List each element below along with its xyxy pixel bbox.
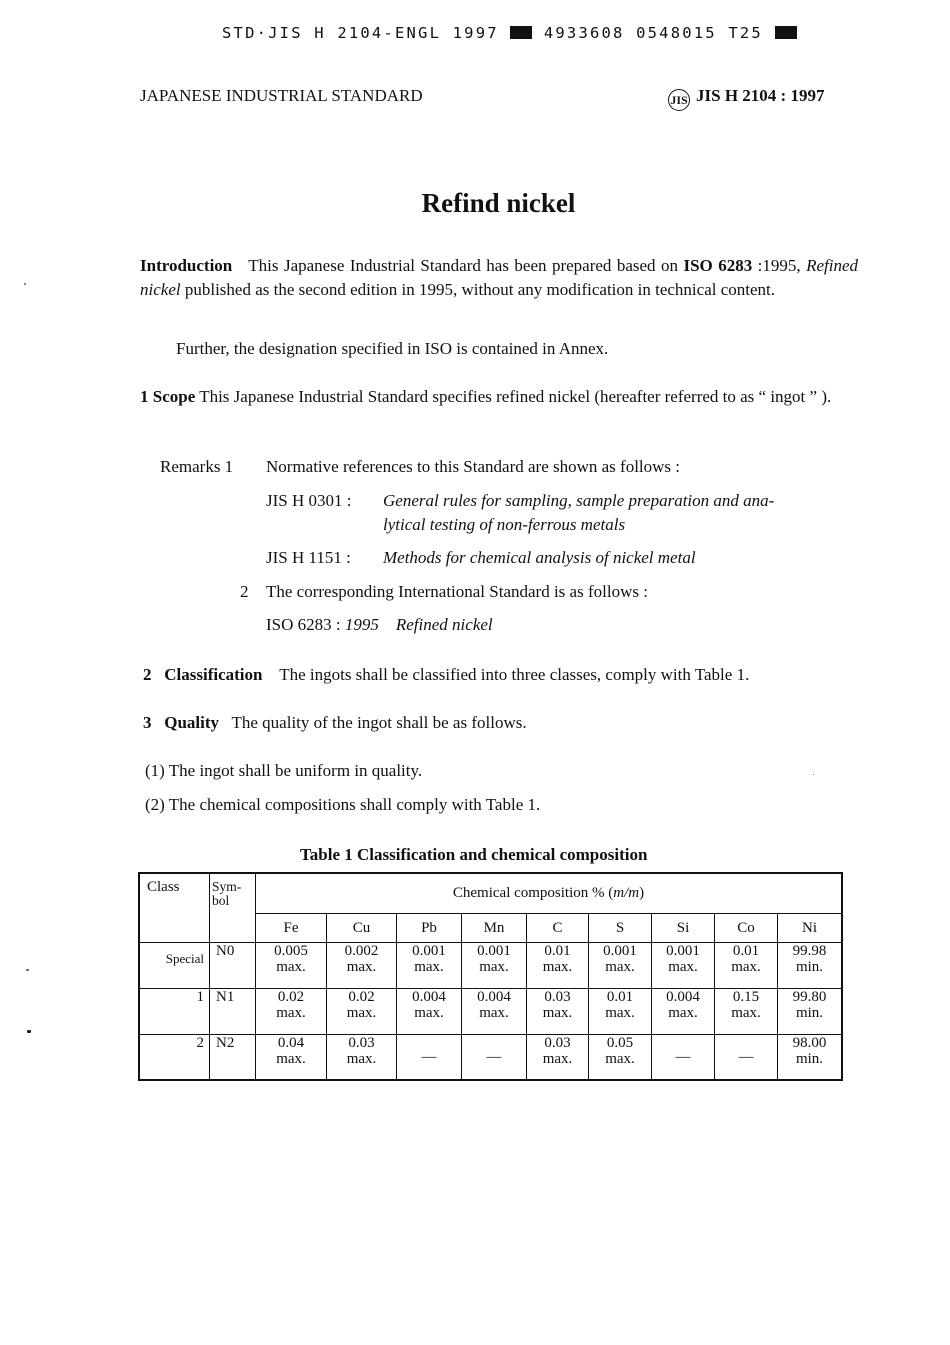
composition-limit: max. <box>346 1004 377 1021</box>
quality-item-1: (1) The ingot shall be uniform in quality. <box>145 761 423 780</box>
classification-heading: Classification <box>164 665 263 684</box>
composition-cell <box>778 1034 843 1080</box>
composition-value: 99.98 <box>792 942 827 959</box>
standard-number-text: JIS H 2104 : 1997 <box>696 86 825 105</box>
composition-value: 0.004 <box>666 988 700 1005</box>
scan-speck <box>26 969 29 971</box>
composition-cell <box>715 942 778 988</box>
quality-number: 3 <box>143 713 152 732</box>
composition-cell <box>462 942 527 988</box>
black-square-icon <box>775 26 797 39</box>
composition-limit: max. <box>605 958 635 975</box>
composition-limit: max. <box>276 1050 306 1067</box>
composition-cell <box>715 1034 778 1080</box>
composition-value: 0.002 <box>344 942 379 959</box>
scope-text: This Japanese Industrial Standard specifies refined nickel (hereafter referred to as “ ingot ” ). <box>199 387 832 406</box>
composition-value: 0.001 <box>477 942 511 959</box>
reference-1-title-cont: lytical testing of non-ferrous metals <box>383 515 626 534</box>
intro-text: This Japanese Industrial Standard has been prepared based on <box>248 256 678 275</box>
composition-limit: max. <box>668 958 698 975</box>
composition-value: 0.02 <box>277 988 305 1005</box>
composition-limit: max. <box>542 958 573 975</box>
composition-cell <box>256 988 327 1034</box>
composition-cell <box>527 942 589 988</box>
element-header: Fe <box>256 913 327 942</box>
symbol-header-line-2: bol <box>212 893 230 908</box>
dash-value: — <box>486 1048 502 1065</box>
composition-cell <box>397 988 462 1034</box>
class-cell: Special <box>139 942 210 988</box>
composition-limit: max. <box>346 958 377 975</box>
composition-cell <box>715 988 778 1034</box>
table-title: Table 1 Classification and chemical composition <box>300 845 648 864</box>
iso-reference-line <box>266 615 493 635</box>
composition-value: 0.05 <box>606 1034 634 1051</box>
composition-cell <box>589 988 652 1034</box>
dash-value: — <box>421 1048 437 1065</box>
composition-limit: min. <box>795 958 824 975</box>
composition-value: 0.001 <box>603 942 637 959</box>
element-header: Ni <box>778 913 843 942</box>
symbol-cell: N2 <box>210 1034 256 1080</box>
composition-cell <box>327 988 397 1034</box>
composition-cell <box>778 942 843 988</box>
reference-1-title: General rules for sampling, sample preparation and ana- <box>383 491 775 510</box>
chem-header-unit: m/m <box>613 885 640 902</box>
composition-cell <box>589 1034 652 1080</box>
iso-year: 1995 <box>344 615 379 634</box>
scope-paragraph <box>140 385 858 409</box>
page-title: Refind nickel <box>421 188 576 218</box>
element-header: S <box>589 913 652 942</box>
composition-value: 0.01 <box>544 942 571 959</box>
table-row <box>139 988 842 1034</box>
composition-cell <box>256 942 327 988</box>
composition-cell <box>327 942 397 988</box>
further-paragraph: Further, the designation specified in ISO is contained in Annex. <box>176 339 609 358</box>
composition-value: 0.001 <box>412 942 446 959</box>
table-row <box>139 1034 842 1080</box>
composition-limit: max. <box>731 958 761 975</box>
symbol-cell: N1 <box>210 988 256 1034</box>
composition-limit: max. <box>542 1004 573 1021</box>
chem-header-close: ) <box>639 885 645 902</box>
iso-reference: ISO 6283 <box>683 256 753 275</box>
intro-year: :1995, <box>757 256 801 275</box>
composition-cell <box>397 942 462 988</box>
composition-value: 0.03 <box>348 1034 375 1051</box>
composition-limit: max. <box>276 1004 306 1021</box>
composition-limit: max. <box>276 958 306 975</box>
remark-1-text: Normative references to this Standard are shown as follows : <box>266 457 681 476</box>
document-code: STD·JIS H 2104-ENGL 1997 <box>222 24 499 42</box>
iso-code: ISO 6283 : <box>266 615 341 634</box>
standard-type-label: JAPANESE INDUSTRIAL STANDARD <box>140 86 423 105</box>
class-cell: 1 <box>139 988 210 1034</box>
remark-2-number: 2 <box>240 582 249 601</box>
element-header: Cu <box>327 913 397 942</box>
composition-limit: max. <box>668 1004 698 1021</box>
element-header: Co <box>715 913 778 942</box>
reference-2-code: JIS H 1151 : <box>266 548 351 567</box>
quality-item-2: (2) The chemical compositions shall comply with Table 1. <box>145 795 541 814</box>
composition-limit: max. <box>479 958 509 975</box>
chem-header-text: Chemical composition % ( <box>452 885 614 902</box>
classification-text: The ingots shall be classified into three classes, comply with Table 1. <box>279 665 750 684</box>
composition-limit: max. <box>414 958 444 975</box>
composition-cell <box>327 1034 397 1080</box>
classification-line <box>143 665 749 685</box>
composition-value: 0.001 <box>666 942 700 959</box>
remarks-label: Remarks 1 <box>160 457 234 476</box>
reference-2-title: Methods for chemical analysis of nickel metal <box>383 548 696 567</box>
element-header: C <box>527 913 589 942</box>
composition-cell <box>462 988 527 1034</box>
intro-italic-title: Refined nickel <box>140 256 859 299</box>
chemical-composition-header <box>256 873 843 913</box>
composition-value: 0.005 <box>274 942 308 959</box>
composition-value: 0.03 <box>544 1034 571 1051</box>
composition-value: 99.80 <box>792 988 827 1005</box>
scope-number: 1 <box>140 387 149 406</box>
iso-title: Refined nickel <box>395 615 493 634</box>
composition-value: 98.00 <box>792 1034 827 1051</box>
composition-limit: max. <box>605 1004 635 1021</box>
scan-speck <box>813 774 814 775</box>
composition-value: 0.01 <box>606 988 634 1005</box>
quality-heading: Quality <box>164 713 220 732</box>
symbol-header <box>210 873 256 942</box>
dash-value: — <box>675 1048 691 1065</box>
symbol-header-line-1: Sym- <box>212 879 242 894</box>
class-cell: 2 <box>139 1034 210 1080</box>
document-code-line <box>222 24 797 42</box>
quality-line <box>143 713 527 733</box>
scan-speck <box>27 1030 31 1033</box>
classification-number: 2 <box>143 665 152 684</box>
composition-limit: min. <box>795 1004 824 1021</box>
composition-cell <box>527 988 589 1034</box>
composition-value: 0.01 <box>732 942 760 959</box>
composition-value: 0.15 <box>732 988 760 1005</box>
composition-value: 0.004 <box>477 988 511 1005</box>
quality-text: The quality of the ingot shall be as follows. <box>231 713 527 732</box>
scope-heading: Scope <box>152 387 196 406</box>
composition-limit: max. <box>605 1050 635 1067</box>
introduction-heading: Introduction <box>140 256 233 275</box>
composition-value: 0.04 <box>277 1034 305 1051</box>
element-header: Mn <box>462 913 527 942</box>
composition-cell <box>397 1034 462 1080</box>
remark-2-text: The corresponding International Standard is as follows : <box>266 582 648 601</box>
composition-cell <box>778 988 843 1034</box>
composition-limit: max. <box>542 1050 573 1067</box>
composition-cell <box>462 1034 527 1080</box>
table-row <box>139 942 842 988</box>
class-header: Class <box>139 873 210 942</box>
composition-limit: min. <box>795 1050 824 1067</box>
composition-value: 0.004 <box>412 988 446 1005</box>
black-square-icon <box>510 26 532 39</box>
jis-mark-icon: JIS <box>668 89 690 111</box>
introduction-paragraph <box>140 254 858 301</box>
scan-speck <box>24 283 26 285</box>
composition-cell <box>589 942 652 988</box>
composition-table <box>138 872 843 1081</box>
element-header: Pb <box>397 913 462 942</box>
standard-number <box>668 86 824 111</box>
composition-limit: max. <box>479 1004 509 1021</box>
composition-cell <box>527 1034 589 1080</box>
intro-text-rest: published as the second edition in 1995, without any modification in technical content. <box>184 279 775 299</box>
composition-cell <box>652 988 715 1034</box>
composition-cell <box>652 1034 715 1080</box>
element-header: Si <box>652 913 715 942</box>
composition-limit: max. <box>346 1050 377 1067</box>
composition-value: 0.03 <box>544 988 571 1005</box>
composition-limit: max. <box>414 1004 444 1021</box>
composition-cell <box>652 942 715 988</box>
document-serial: 4933608 0548015 T25 <box>543 24 763 42</box>
dash-value: — <box>738 1048 754 1065</box>
composition-cell <box>256 1034 327 1080</box>
symbol-cell: N0 <box>210 942 256 988</box>
composition-limit: max. <box>731 1004 761 1021</box>
reference-1-code: JIS H 0301 : <box>266 491 352 510</box>
composition-value: 0.02 <box>348 988 375 1005</box>
